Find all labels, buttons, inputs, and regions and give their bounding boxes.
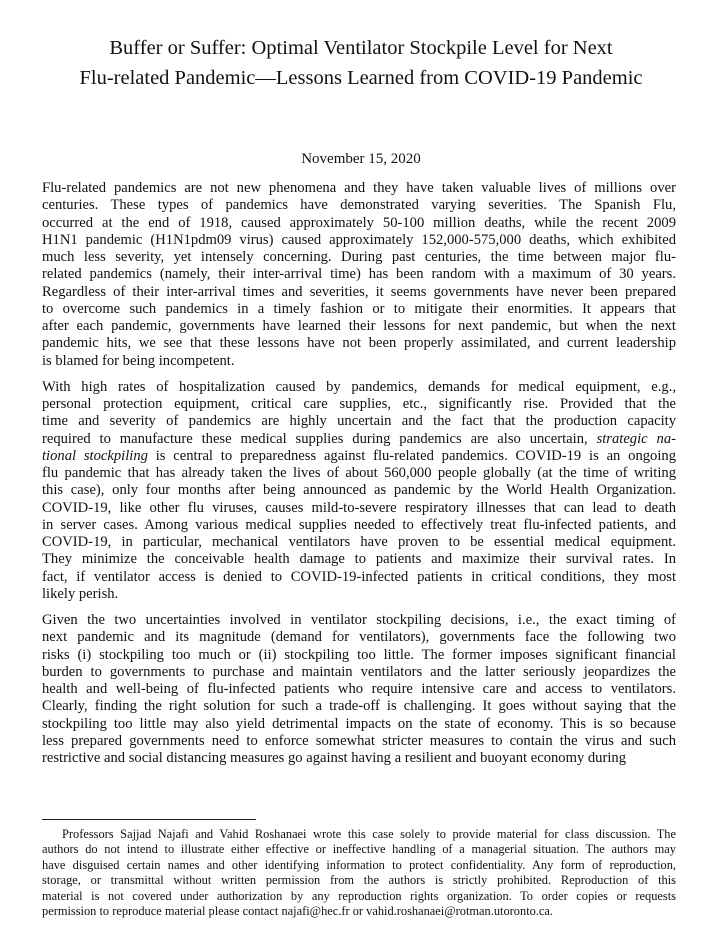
text-line: Given the two uncertainties involved in ventilator stockpiling decisions, i.e., the exact timing of	[42, 612, 676, 628]
text-line: Clearly, finding the right solution for such a trade-off is challenging. It goes without saying that the	[42, 698, 676, 715]
text-line: centuries. These types of pandemics have demonstrated varying severities. The Spanish Flu,	[42, 197, 676, 214]
text-line: Flu-related pandemics are not new phenomena and they have taken valuable lives of millions over	[42, 180, 676, 196]
document-title	[0, 33, 722, 93]
paragraph	[42, 180, 676, 370]
document-body	[42, 180, 676, 776]
text-line: fact, if ventilator access is denied to COVID-19-infected patients in critical conditions, they most	[42, 568, 676, 585]
text-line: stockpiling too little may also yield detrimental impacts on the state of economy. This is so because	[42, 715, 676, 732]
text-line: flu pandemic that has already taken the lives of about 560,000 people globally (at the time of writing	[42, 465, 676, 481]
text-line: personal protection equipment, critical care supplies, etc., significantly rise. Provided that the	[42, 396, 676, 412]
text-line: next pandemic and its magnitude (demand for ventilators), governments face the following two	[42, 629, 676, 646]
text-line: likely perish.	[42, 585, 119, 602]
text-line: is blamed for being incompetent.	[42, 352, 235, 369]
title-line-2: Flu-related Pandemic—Lessons Learned from COVID-19 Pandemic	[79, 67, 643, 89]
footnote-line: storage, or transmittal without written permission from the authors is strictly prohibited. Reproduction of this	[42, 873, 676, 888]
text-line: required to manufacture these medical supplies during pandemics are also uncertain, strategic na-	[42, 430, 676, 447]
text-line: COVID-19, like other flu viruses, causes mild-to-severe respiratory illnesses that can lead to death	[42, 499, 676, 516]
text-line: after each pandemic, governments have learned their lessons for next pandemic, but when the next	[42, 318, 676, 334]
text-line: restrictive and social distancing measures go against having a resilient and buoyant economy during	[42, 750, 626, 766]
footnote-line: material is not covered under authorization by any reproduction rights organization. To order copies or requests	[42, 888, 676, 903]
text-line: health and well-being of flu-infected patients who require intensive care and access to ventilators.	[42, 681, 676, 697]
text-line: related pandemics (namely, their inter-arrival time) has been random with a maximum of 30 years.	[42, 266, 676, 283]
footnote-line: permission to reproduce material please contact najafi@hec.fr or vahid.roshanaei@rotman.utoronto.ca.	[42, 903, 554, 918]
paragraph	[42, 379, 676, 603]
footnote-line: Professors Sajjad Najafi and Vahid Roshanaei wrote this case solely to provide material for class discussion. The	[62, 827, 676, 841]
text-line: Regardless of their inter-arrival times and severities, it seems governments have never been prepared	[42, 283, 676, 300]
text-line: this case), only four months after being announced as pandemic by the World Health Organization.	[42, 482, 676, 499]
footnote-line: authors do not intend to illustrate either effective or ineffective handling of a managerial situation. The authors may	[42, 842, 676, 857]
text-line: H1N1 pandemic (H1N1pdm09 virus) caused approximately 152,000-575,000 deaths, which exhibited	[42, 231, 676, 248]
text-line: burden to governments to purchase and maintain ventilators and the latter seriously jeopardizes the	[42, 663, 676, 680]
text-line: much less severity, yet intensely concerning. During past centuries, the time between major flu-	[42, 249, 676, 265]
text-line: They minimize the conceivable health damage to patients and maximize their survival rates. In	[42, 551, 676, 568]
text-line: risks (i) stockpiling too much or (ii) stockpiling too little. The former imposes significant financial	[42, 646, 676, 663]
footnote-rule	[42, 819, 256, 820]
title-line-1: Buffer or Suffer: Optimal Ventilator Stockpile Level for Next	[109, 37, 613, 59]
emphasis: strategic na-	[596, 430, 676, 447]
text-line: With high rates of hospitalization caused by pandemics, demands for medical equipment, e.g.,	[42, 378, 676, 395]
text-line: occurred at the end of 1918, caused approximately 50-100 million deaths, while the recent 2009	[42, 214, 676, 231]
footnote	[42, 827, 676, 919]
text-line: time and severity of pandemics are highly uncertain and the fact that the production capacity	[42, 413, 676, 430]
text-line: tional stockpiling is central to preparedness against flu-related pandemics. COVID-19 is an ongoing	[42, 447, 676, 464]
text-line: COVID-19, in particular, mechanical ventilators have proven to be essential medical equipment.	[42, 534, 676, 550]
document-date: November 15, 2020	[301, 151, 421, 167]
emphasis: tional stockpiling	[42, 447, 148, 464]
text-line: to overcome such pandemics in a timely fashion or to mitigate their enormities. It appears that	[42, 300, 676, 317]
paragraph	[42, 612, 676, 767]
text-line: less prepared governments need to enforce somewhat stricter measures to contain the virus and such	[42, 732, 676, 749]
footnote-line: have disguised certain names and other identifying information to protect confidentiality. Any form of reproduction,	[42, 857, 676, 872]
text-line: in server cases. Among various medical supplies needed to effectively treat flu-infected patients, and	[42, 516, 676, 533]
text-line: pandemic hits, we see that these lessons have not been properly assimilated, and current leadership	[42, 335, 676, 352]
